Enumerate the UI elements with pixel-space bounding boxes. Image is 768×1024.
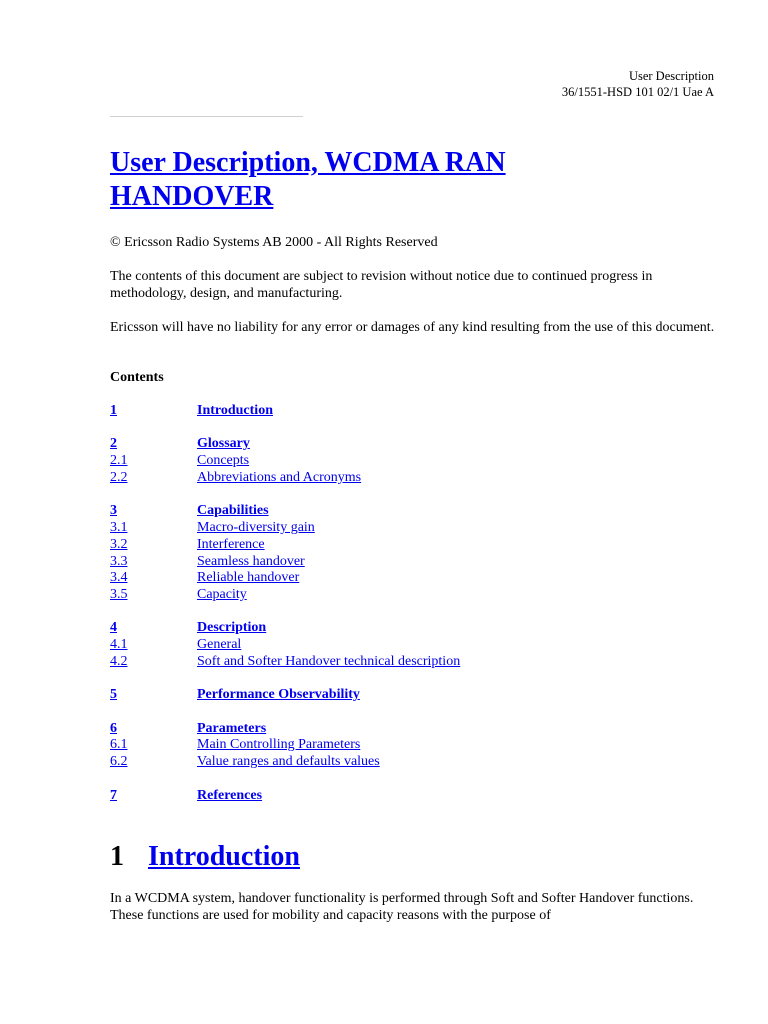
toc-entry-number bbox=[110, 721, 197, 738]
toc-entry-number-link[interactable]: 5 bbox=[110, 687, 117, 703]
toc-entry bbox=[110, 637, 670, 654]
toc-entry-number bbox=[110, 436, 197, 453]
toc-entry-number bbox=[110, 503, 197, 520]
toc-entry-title-link[interactable]: Reliable handover bbox=[197, 570, 300, 586]
toc-entry bbox=[110, 436, 670, 453]
toc-entry-number-link[interactable]: 7 bbox=[110, 787, 117, 803]
toc-entry-title-link[interactable]: General bbox=[197, 637, 242, 653]
toc-entry bbox=[110, 554, 670, 571]
toc-entry bbox=[110, 503, 670, 520]
toc-entry-number bbox=[110, 637, 197, 654]
toc-entry-number-link[interactable]: 2 bbox=[110, 436, 117, 452]
toc-entry-number-link[interactable]: 6.1 bbox=[110, 737, 128, 753]
document-type: User Description bbox=[628, 69, 714, 83]
title-line-1: User Description, WCDMA RAN bbox=[110, 147, 506, 178]
toc-group bbox=[110, 620, 670, 670]
section-1-title-link[interactable]: Introduction bbox=[148, 841, 300, 872]
toc-entry-number-link[interactable]: 2.1 bbox=[110, 453, 128, 469]
toc-entry-title-link[interactable]: Capabilities bbox=[197, 503, 269, 519]
toc-entry bbox=[110, 788, 670, 805]
toc-entry-title-link[interactable]: Description bbox=[197, 620, 267, 636]
toc-entry bbox=[110, 620, 670, 637]
toc-entry-number bbox=[110, 620, 197, 637]
toc-entry-title-link[interactable]: Main Controlling Parameters bbox=[197, 737, 361, 753]
document-title bbox=[110, 146, 630, 214]
toc-entry-number bbox=[110, 570, 197, 587]
toc-entry-title-link[interactable]: Abbreviations and Acronyms bbox=[197, 469, 362, 485]
toc-entry-title-link[interactable]: Value ranges and defaults values bbox=[197, 754, 380, 770]
toc-entry bbox=[110, 453, 670, 470]
table-of-contents bbox=[110, 403, 670, 821]
toc-entry-title-link[interactable]: Concepts bbox=[197, 453, 250, 469]
toc-entry-title-link[interactable]: Performance Observability bbox=[197, 687, 360, 703]
toc-entry-title-link[interactable]: Glossary bbox=[197, 436, 250, 452]
toc-entry bbox=[110, 470, 670, 487]
toc-entry-number bbox=[110, 754, 197, 771]
toc-entry-title-link[interactable]: Parameters bbox=[197, 720, 267, 736]
toc-entry-number bbox=[110, 453, 197, 470]
toc-entry bbox=[110, 537, 670, 554]
toc-entry-number bbox=[110, 788, 197, 805]
revision-paragraph: The contents of this document are subject to revision without notice due to continued progress in methodology, design, and manufacturing. bbox=[110, 269, 653, 301]
toc-entry-title-link[interactable]: References bbox=[197, 787, 263, 803]
section-1-body: In a WCDMA system, handover functionality is performed through Soft and Softer Handover functions. These functions are used for mobility and capacity reasons with the purpose of bbox=[110, 891, 694, 923]
toc-entry bbox=[110, 570, 670, 587]
toc-entry bbox=[110, 654, 670, 671]
toc-entry bbox=[110, 520, 670, 537]
toc-entry-title-link[interactable]: Macro-diversity gain bbox=[197, 519, 315, 535]
document-header bbox=[562, 68, 714, 100]
toc-entry-number-link[interactable]: 6 bbox=[110, 720, 117, 736]
toc-entry bbox=[110, 737, 670, 754]
toc-entry-number-link[interactable]: 1 bbox=[110, 403, 117, 418]
toc-group bbox=[110, 687, 670, 704]
toc-entry-number-link[interactable]: 4.1 bbox=[110, 637, 128, 653]
toc-entry-number-link[interactable]: 3.4 bbox=[110, 570, 128, 586]
toc-entry bbox=[110, 721, 670, 738]
copyright-notice: © Ericsson Radio Systems AB 2000 - All Rights Reserved bbox=[110, 235, 438, 250]
toc-group bbox=[110, 403, 670, 420]
section-1-heading bbox=[110, 840, 300, 874]
toc-entry-title-link[interactable]: Soft and Softer Handover technical description bbox=[197, 654, 461, 670]
toc-entry-number-link[interactable]: 3.3 bbox=[110, 553, 128, 569]
document-title-link[interactable] bbox=[110, 147, 506, 212]
title-line-2: HANDOVER bbox=[110, 181, 274, 212]
toc-entry bbox=[110, 687, 670, 704]
toc-entry-number bbox=[110, 403, 197, 420]
toc-entry bbox=[110, 587, 670, 604]
toc-entry-number bbox=[110, 687, 197, 704]
toc-entry-number-link[interactable]: 3 bbox=[110, 503, 117, 519]
toc-entry-title-link[interactable]: Interference bbox=[197, 536, 265, 552]
toc-entry-number bbox=[110, 520, 197, 537]
toc-entry-title-link[interactable]: Capacity bbox=[197, 587, 247, 603]
toc-entry-number-link[interactable]: 3.5 bbox=[110, 587, 128, 603]
toc-group bbox=[110, 503, 670, 604]
toc-entry-number-link[interactable]: 3.1 bbox=[110, 519, 128, 535]
section-1-number: 1 bbox=[110, 841, 124, 872]
document-number: 36/1551-HSD 101 02/1 Uae A bbox=[561, 85, 714, 99]
toc-entry-number-link[interactable]: 2.2 bbox=[110, 469, 128, 485]
toc-entry-number-link[interactable]: 4.2 bbox=[110, 654, 128, 670]
header-divider bbox=[110, 116, 303, 117]
liability-paragraph: Ericsson will have no liability for any error or damages of any kind resulting from the use of this document. bbox=[110, 320, 715, 335]
toc-entry-number bbox=[110, 554, 197, 571]
toc-group bbox=[110, 721, 670, 771]
toc-group bbox=[110, 788, 670, 805]
toc-entry-number bbox=[110, 654, 197, 671]
contents-heading: Contents bbox=[110, 370, 164, 385]
toc-entry-number-link[interactable]: 6.2 bbox=[110, 754, 128, 770]
toc-entry-title-link[interactable]: Seamless handover bbox=[197, 553, 305, 569]
toc-group bbox=[110, 436, 670, 486]
toc-entry-number-link[interactable]: 3.2 bbox=[110, 536, 128, 552]
toc-entry-number bbox=[110, 587, 197, 604]
toc-entry-number bbox=[110, 737, 197, 754]
toc-entry-number-link[interactable]: 4 bbox=[110, 620, 117, 636]
toc-entry bbox=[110, 754, 670, 771]
toc-entry bbox=[110, 403, 670, 420]
toc-entry-number bbox=[110, 470, 197, 487]
toc-entry-title-link[interactable]: Introduction bbox=[197, 403, 273, 418]
toc-entry-number bbox=[110, 537, 197, 554]
